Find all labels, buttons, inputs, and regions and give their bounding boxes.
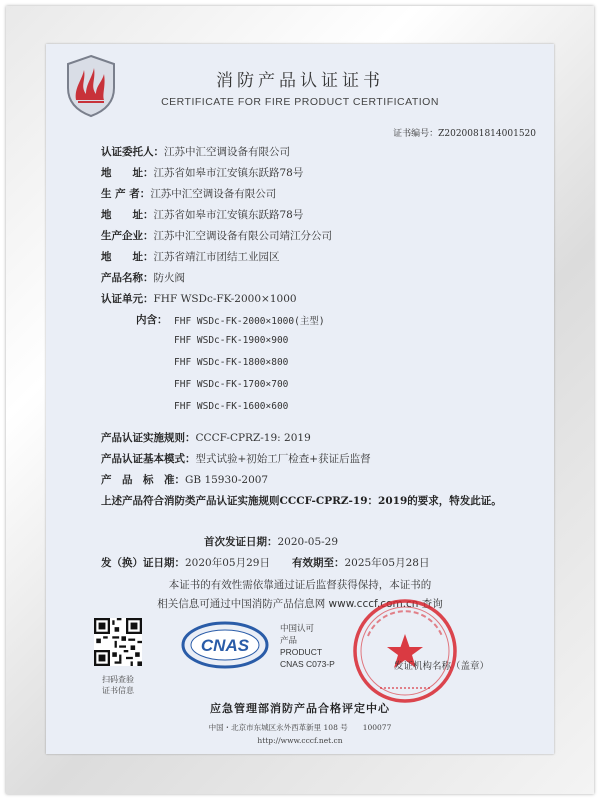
rule-value: GB 15930-2007 [185, 474, 269, 486]
field-row [101, 186, 276, 201]
issuing-authority-signature: 发证机构名称（盖章） [394, 661, 490, 672]
field-row [101, 165, 303, 180]
issue-date [101, 555, 270, 570]
qr-caption-line-1: 扫码查验 [102, 675, 134, 684]
rule-value: 型式试验+初始工厂检查+获证后监督 [195, 453, 371, 465]
model-item: FHF WSDc-FK-1700×700 [174, 379, 289, 390]
valid-label: 有效期至： [292, 557, 345, 569]
cert-no-value: Z2020081814001520 [438, 129, 536, 139]
field-row [101, 291, 297, 306]
field-value: 江苏省靖江市团结工业园区 [153, 251, 280, 263]
field-value: 江苏省如皋市江安镇东跃路78号 [153, 209, 304, 221]
field-row [101, 144, 290, 159]
field-value: 江苏中汇空调设备有限公司靖江分公司 [153, 230, 332, 242]
rule-label: 产品认证实施规则： [101, 432, 196, 444]
issue-value: 2020年05月29日 [185, 557, 270, 569]
first-issue-label: 首次发证日期： [204, 536, 278, 548]
cnas-logo-icon [180, 620, 270, 670]
qr-code-icon [94, 618, 142, 666]
validity-note-line-2: 相关信息可通过中国消防产品信息网 www.cccf.com.cn 查询 [157, 598, 443, 610]
rule-row [101, 430, 311, 445]
field-row [101, 228, 332, 243]
field-label: 认证单元： [101, 293, 154, 305]
model-item: FHF WSDc-FK-1800×800 [174, 357, 289, 368]
cnas-line-4: CNAS C073-P [280, 659, 335, 669]
field-row [101, 249, 280, 264]
field-label: 地 址： [101, 167, 154, 179]
issuing-organization: 应急管理部消防产品合格评定中心 [210, 702, 390, 715]
first-issue-date [204, 534, 338, 549]
rule-row [101, 472, 268, 487]
validity-note-line-1: 本证书的有效性需依靠通过证后监督获得保持，本证书的 [168, 579, 432, 591]
valid-value: 2025年05月28日 [344, 557, 430, 569]
field-label: 生产企业： [101, 230, 154, 242]
model-item: FHF WSDc-FK-1900×900 [174, 335, 289, 346]
certificate-number [393, 126, 536, 139]
title-chinese: 消防产品认证证书 [216, 71, 384, 91]
field-value: 江苏中汇空调设备有限公司 [150, 188, 277, 200]
field-label: 地 址： [101, 209, 154, 221]
certificate-paper [46, 44, 554, 754]
organization-website: http://www.cccf.net.cn [257, 736, 343, 745]
cnas-line-2: 产品 [280, 635, 298, 645]
first-issue-value: 2020-05-29 [277, 536, 339, 548]
model-item: FHF WSDc-FK-1600×600 [174, 401, 289, 412]
title-english: CERTIFICATE FOR FIRE PRODUCT CERTIFICATION [161, 96, 439, 108]
field-row [101, 270, 185, 285]
contains-row [136, 312, 168, 327]
field-row [101, 207, 303, 222]
conformity-statement: 上述产品符合消防类产品认证实施规则CCCF-CPRZ-19：2019的要求，特发此证。 [101, 495, 502, 507]
field-value: 防火阀 [153, 272, 185, 284]
field-label: 认证委托人： [101, 146, 164, 158]
official-seal-icon [350, 596, 460, 706]
rule-label: 产 品 标 准： [101, 474, 185, 486]
field-label: 产品名称： [101, 272, 154, 284]
cnas-line-3: PRODUCT [280, 647, 323, 657]
cert-no-label: 证书编号： [393, 129, 439, 139]
contains-label: 内含： [136, 314, 168, 326]
model-item: FHF WSDc-FK-2000×1000(主型) [174, 316, 325, 327]
field-value: FHF WSDc-FK-2000×1000 [153, 293, 297, 305]
organization-address: 中国・北京市东城区永外西革新里 108 号 100077 [208, 723, 392, 732]
valid-until-date [292, 555, 429, 570]
rule-value: CCCF-CPRZ-19: 2019 [195, 432, 311, 444]
rule-row [101, 451, 371, 466]
rule-label: 产品认证基本模式： [101, 453, 196, 465]
field-label: 生 产 者： [101, 188, 151, 200]
qr-caption [90, 674, 146, 696]
cnas-line-1: 中国认可 [280, 623, 315, 633]
field-label: 地 址： [101, 251, 154, 263]
qr-caption-line-2: 证书信息 [102, 686, 134, 695]
field-value: 江苏中汇空调设备有限公司 [164, 146, 290, 158]
issue-label: 发（换）证日期： [101, 557, 185, 569]
field-value: 江苏省如皋市江安镇东跃路78号 [153, 167, 304, 179]
cnas-logo-text: CNAS [200, 636, 250, 655]
cnas-accreditation [280, 622, 335, 670]
